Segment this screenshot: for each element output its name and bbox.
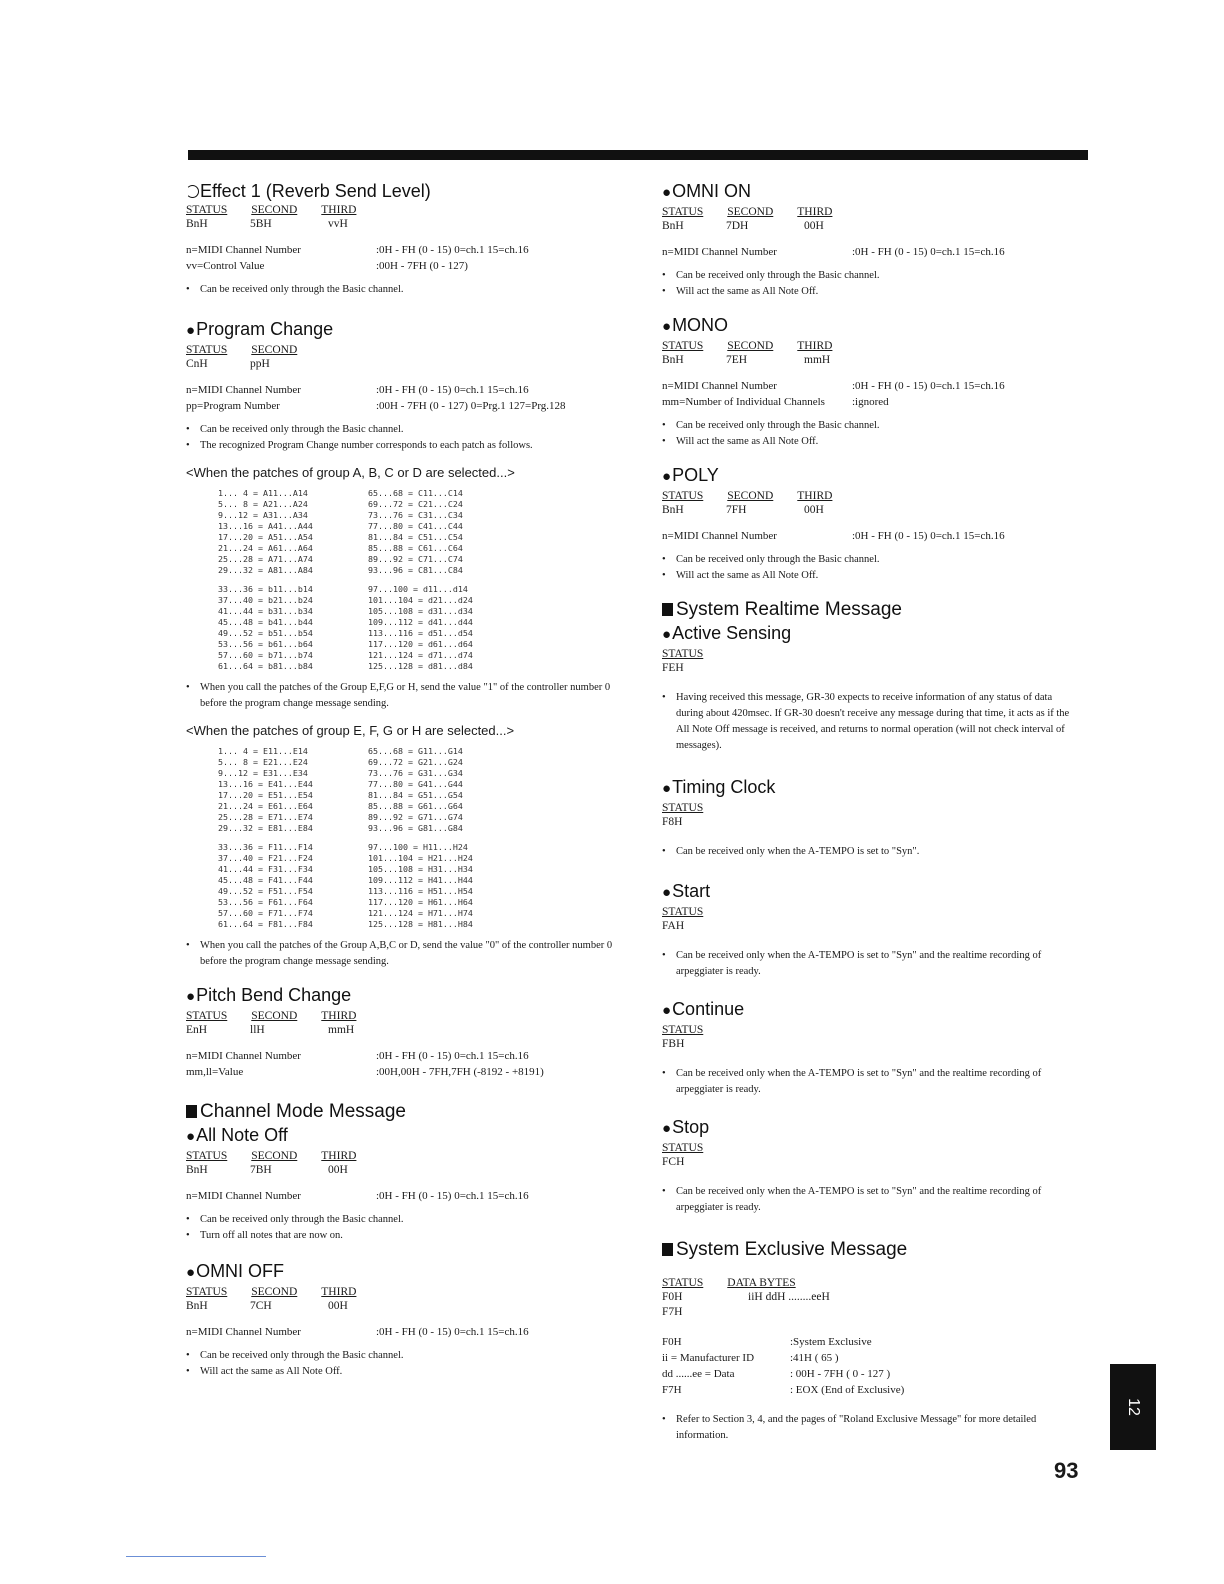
patch-mapping-line: 85...88 = G61...G64: [368, 801, 463, 811]
param-row: n=MIDI Channel Number :0H - FH (0 - 15) 0=ch.1 15=ch.16: [186, 244, 529, 256]
col-third: THIRD: [321, 1010, 357, 1022]
patch-mapping-line: 105...108 = H31...H34: [368, 864, 473, 874]
group-abcd-heading: <When the patches of group A, B, C or D are selected...>: [186, 465, 515, 480]
val-second: ppH: [250, 358, 270, 370]
param-row: mm,ll=Value :00H,00H - 7FH,7FH (-8192 - +8191): [186, 1066, 544, 1078]
patch-mapping-line: 117...120 = H61...H64: [368, 897, 473, 907]
section-system-exclusive: System Exclusive Message STATUS DATA BYTES F0H iiH ddH ........eeH F7H F0H :System Exclusive ii = Manufacturer ID :41H ( 65 ) dd ......ee = Data : 00H - 7FH ( 0 - 127 ) F7H : EOX (End of Exclusive) • Refer to Section 3, 4, and the pages of "Roland Exclusive Message" for more detailed information.: [662, 1238, 1082, 1444]
param-row: ii = Manufacturer ID :41H ( 65 ): [662, 1352, 839, 1364]
section-omni-on: ●OMNI ON STATUS SECOND THIRD BnH 7DH 00H n=MIDI Channel Number :0H - FH (0 - 15) 0=ch.1 15=ch.16 • Can be received only through the Basic channel. • Will act the same as All Note Off.: [662, 180, 1082, 300]
patch-mapping-line: 1... 4 = A11...A14: [218, 488, 308, 498]
section-start: ●Start STATUS FAH • Can be received only when the A-TEMPO is set to "Syn" and the realtime recording of arpeggiater is ready.: [662, 881, 1042, 977]
patch-table-efgh: [218, 746, 616, 930]
square-bullet-icon: [186, 1105, 197, 1118]
patch-mapping-line: 49...52 = b51...b54: [218, 628, 313, 638]
patch-mapping-line: 17...20 = E51...E54: [218, 790, 313, 800]
patch-mapping-line: 61...64 = b81...b84: [218, 661, 313, 671]
patch-mapping-line: 109...112 = d41...d44: [368, 617, 473, 627]
param-row: n=MIDI Channel Number :0H - FH (0 - 15) 0=ch.1 15=ch.16: [662, 246, 1005, 258]
param-row: F7H : EOX (End of Exclusive): [662, 1384, 905, 1396]
section-poly: ●POLY STATUS SECOND THIRD BnH 7FH 00H n=MIDI Channel Number :0H - FH (0 - 15) 0=ch.1 15=ch.16 • Can be received only through the Basic channel. • Will act the same as All Note Off.: [662, 464, 1082, 584]
notes: • When you call the patches of the Group E,F,G or H, send the value "1" of the controller number 0 before the program change message sending.: [186, 682, 611, 709]
section-timing-clock: ●Timing Clock STATUS F8H • Can be received only when the A-TEMPO is set to "Syn".: [662, 777, 920, 857]
left-column: [186, 180, 616, 1380]
patch-mapping-line: 81...84 = G51...G54: [368, 790, 463, 800]
val-third: vvH: [328, 218, 348, 230]
patch-mapping-line: 121...124 = d71...d74: [368, 650, 473, 660]
patch-mapping-line: 41...44 = b31...b34: [218, 606, 313, 616]
bullet-icon: ●: [662, 1120, 672, 1137]
val-second: 5BH: [250, 218, 272, 230]
patch-mapping-line: 69...72 = C21...C24: [368, 499, 463, 509]
patch-mapping-line: 101...104 = d21...d24: [368, 595, 473, 605]
footer-line: [126, 1556, 266, 1557]
patch-mapping-line: 37...40 = b21...b24: [218, 595, 313, 605]
param-row: dd ......ee = Data : 00H - 7FH ( 0 - 127 ): [662, 1368, 891, 1380]
right-column: [662, 180, 1082, 1444]
patch-mapping-line: 53...56 = b61...b64: [218, 639, 313, 649]
notes: • When you call the patches of the Group A,B,C or D, send the value "0" of the controller number 0 before the program change message sending.: [186, 940, 613, 967]
patch-mapping-line: 41...44 = F31...F34: [218, 864, 313, 874]
section-active-sensing: ●Active Sensing STATUS FEH • Having received this message, GR-30 expects to receive information of any status of data during about 420msec. If GR-30 doesn't receive any message during that time, it acts as if the All Note Off message is received, and returns to normal operation (will not check interval of messages).: [662, 623, 1070, 751]
notes: • Can be received only through the Basic channel.: [186, 282, 616, 298]
top-rule: [188, 150, 1088, 160]
section-omni-off: ●OMNI OFF STATUS SECOND THIRD BnH 7CH 00H n=MIDI Channel Number :0H - FH (0 - 15) 0=ch.1 15=ch.16 • Can be received only through the Basic channel. • Will act the same as All Note Off.: [186, 1260, 616, 1380]
patch-mapping-line: 97...100 = H11...H24: [368, 842, 468, 852]
patch-mapping-line: 89...92 = G71...G74: [368, 812, 463, 822]
note-text: Can be received only through the Basic channel.: [200, 284, 404, 295]
col-status: STATUS: [186, 204, 228, 216]
patch-mapping-line: 65...68 = G11...G14: [368, 746, 463, 756]
patch-mapping-line: 69...72 = G21...G24: [368, 757, 463, 767]
patch-mapping-line: 21...24 = E61...E64: [218, 801, 313, 811]
patch-mapping-line: 53...56 = F61...F64: [218, 897, 313, 907]
patch-mapping-line: 57...60 = b71...b74: [218, 650, 313, 660]
page-number: 93: [1054, 1458, 1079, 1483]
group-efgh-heading: <When the patches of group E, F, G or H are selected...>: [186, 723, 515, 738]
section-continue: ●Continue STATUS FBH • Can be received only when the A-TEMPO is set to "Syn" and the realtime recording of arpeggiater is ready.: [662, 999, 1042, 1095]
patch-mapping-line: 125...128 = H81...H84: [368, 919, 473, 929]
section-title: Channel Mode Message: [200, 1101, 406, 1122]
patch-mapping-line: 1... 4 = E11...E14: [218, 746, 308, 756]
section-title: Program Change: [196, 319, 334, 339]
patch-mapping-line: 25...28 = E71...E74: [218, 812, 313, 822]
patch-mapping-line: 77...80 = C41...C44: [368, 521, 463, 531]
param-row: mm=Number of Individual Channels :ignored: [662, 396, 889, 408]
patch-table-abcd: [218, 488, 616, 672]
bullet-icon: ●: [186, 322, 196, 339]
patch-mapping-line: 93...96 = C81...C84: [368, 565, 463, 575]
param-row: n=MIDI Channel Number :0H - FH (0 - 15) 0=ch.1 15=ch.16: [662, 380, 1005, 392]
patch-mapping-line: 33...36 = b11...b14: [218, 584, 313, 594]
patch-mapping-line: 13...16 = E41...E44: [218, 779, 313, 789]
bullet-icon: ●: [662, 626, 672, 643]
bullet-icon: ●: [662, 884, 672, 901]
patch-mapping-line: 33...36 = F11...F14: [218, 842, 313, 852]
patch-mapping-line: 113...116 = d51...d54: [368, 628, 473, 638]
patch-mapping-line: 105...108 = d31...d34: [368, 606, 473, 616]
param-row: n=MIDI Channel Number :0H - FH (0 - 15) 0=ch.1 15=ch.16: [186, 384, 529, 396]
section-program-change: [186, 318, 616, 454]
patch-mapping-line: 65...68 = C11...C14: [368, 488, 463, 498]
param-row: vv=Control Value :00H - 7FH (0 - 127): [186, 260, 468, 272]
notes: • Can be received only through the Basic channel. • The recognized Program Change number corresponds to each patch as follows.: [186, 424, 533, 451]
patch-mapping-line: 9...12 = E31...E34: [218, 768, 308, 778]
col-second: SECOND: [251, 1010, 298, 1022]
patch-mapping-line: 5... 8 = A21...A24: [218, 499, 308, 509]
column-headers: [186, 203, 616, 217]
patch-mapping-line: 29...32 = A81...A84: [218, 565, 313, 575]
patch-mapping-line: 101...104 = H21...H24: [368, 853, 473, 863]
bullet-icon: ●: [662, 468, 672, 485]
square-bullet-icon: [662, 1243, 673, 1256]
param-row: n=MIDI Channel Number :0H - FH (0 - 15) 0=ch.1 15=ch.16: [186, 1050, 529, 1062]
patch-mapping-line: 13...16 = A41...A44: [218, 521, 313, 531]
param-row: n=MIDI Channel Number :0H - FH (0 - 15) 0=ch.1 15=ch.16: [186, 1190, 529, 1202]
bullet-icon: ●: [662, 1002, 672, 1019]
section-title: Effect 1 (Reverb Send Level): [200, 181, 431, 201]
patch-mapping-line: 73...76 = G31...G34: [368, 768, 463, 778]
param-row: F0H :System Exclusive: [662, 1336, 872, 1348]
section-pitch-bend: ●Pitch Bend Change STATUS SECOND THIRD EnH llH mmH n=MIDI Channel Number :0H - FH (0 - 15) 0=ch.1 15=ch.16 mm,ll=Value :00H,00H - 7FH,7FH (-8192 - +8191): [186, 984, 616, 1080]
param-row: n=MIDI Channel Number :0H - FH (0 - 15) 0=ch.1 15=ch.16: [186, 1326, 529, 1338]
val-status: BnH: [186, 218, 208, 230]
col-second: SECOND: [251, 204, 298, 216]
patch-mapping-line: 49...52 = F51...F54: [218, 886, 313, 896]
spacer: [368, 834, 518, 842]
patch-mapping-line: 45...48 = F41...F44: [218, 875, 313, 885]
patch-mapping-line: 21...24 = A61...A64: [218, 543, 313, 553]
patch-mapping-line: 93...96 = G81...G84: [368, 823, 463, 833]
column-values: [186, 217, 616, 232]
spacer: [218, 576, 368, 584]
col-third: THIRD: [321, 204, 357, 216]
col-status: STATUS: [186, 1010, 228, 1022]
spacer: [368, 576, 518, 584]
bullet-icon: ●: [662, 318, 672, 335]
square-bullet-icon: [662, 603, 673, 616]
bullet-icon: ●: [186, 988, 196, 1005]
patch-mapping-line: 121...124 = H71...H74: [368, 908, 473, 918]
patch-mapping-line: 109...112 = H41...H44: [368, 875, 473, 885]
patch-mapping-line: 125...128 = d81...d84: [368, 661, 473, 671]
open-circle-icon: [186, 185, 199, 198]
patch-mapping-line: 85...88 = C61...C64: [368, 543, 463, 553]
section-channel-mode: [186, 1100, 616, 1124]
section-stop: ●Stop STATUS FCH • Can be received only when the A-TEMPO is set to "Syn" and the realtime recording of arpeggiater is ready.: [662, 1117, 1042, 1213]
bullet-icon: ●: [186, 1264, 196, 1281]
patch-mapping-line: 81...84 = C51...C54: [368, 532, 463, 542]
patch-mapping-line: 89...92 = C71...C74: [368, 554, 463, 564]
patch-mapping-line: 25...28 = A71...A74: [218, 554, 313, 564]
patch-mapping-line: 29...32 = E81...E84: [218, 823, 313, 833]
bullet-icon: ●: [662, 780, 672, 797]
patch-mapping-line: 5... 8 = E21...E24: [218, 757, 308, 767]
patch-mapping-line: 57...60 = F71...F74: [218, 908, 313, 918]
param-row: n=MIDI Channel Number :0H - FH (0 - 15) 0=ch.1 15=ch.16: [662, 530, 1005, 542]
section-effect1: [186, 180, 616, 298]
section-system-realtime: System Realtime Message: [662, 598, 1082, 622]
patch-mapping-line: 9...12 = A31...A34: [218, 510, 308, 520]
val-status: CnH: [186, 358, 208, 370]
spacer: [218, 834, 368, 842]
patch-mapping-line: 117...120 = d61...d64: [368, 639, 473, 649]
patch-mapping-line: 73...76 = C31...C34: [368, 510, 463, 520]
param-row: pp=Program Number :00H - 7FH (0 - 127) 0=Prg.1 127=Prg.128: [186, 400, 566, 412]
section-mono: ●MONO STATUS SECOND THIRD BnH 7EH mmH n=MIDI Channel Number :0H - FH (0 - 15) 0=ch.1 15=ch.16 mm=Number of Individual Channels :ignored • Can be received only through the Basic channel. • Will act the same as All Note Off.: [662, 314, 1082, 450]
patch-mapping-line: 77...80 = G41...G44: [368, 779, 463, 789]
patch-mapping-line: 113...116 = H51...H54: [368, 886, 473, 896]
param-list: [186, 242, 616, 274]
chapter-tab: 12: [1110, 1364, 1156, 1450]
col-second: SECOND: [251, 344, 298, 356]
section-all-note-off: ●All Note Off STATUS SECOND THIRD BnH 7BH 00H n=MIDI Channel Number :0H - FH (0 - 15) 0=ch.1 15=ch.16 • Can be received only through the Basic channel. • Turn off all notes that are now on.: [186, 1124, 616, 1244]
section-title: Pitch Bend Change: [196, 985, 352, 1005]
patch-mapping-line: 37...40 = F21...F24: [218, 853, 313, 863]
bullet-icon: ●: [662, 184, 672, 201]
patch-mapping-line: 17...20 = A51...A54: [218, 532, 313, 542]
patch-mapping-line: 61...64 = F81...F84: [218, 919, 313, 929]
col-status: STATUS: [186, 344, 228, 356]
bullet-icon: ●: [186, 1128, 196, 1145]
patch-mapping-line: 45...48 = b41...b44: [218, 617, 313, 627]
patch-mapping-line: 97...100 = d11...d14: [368, 584, 468, 594]
